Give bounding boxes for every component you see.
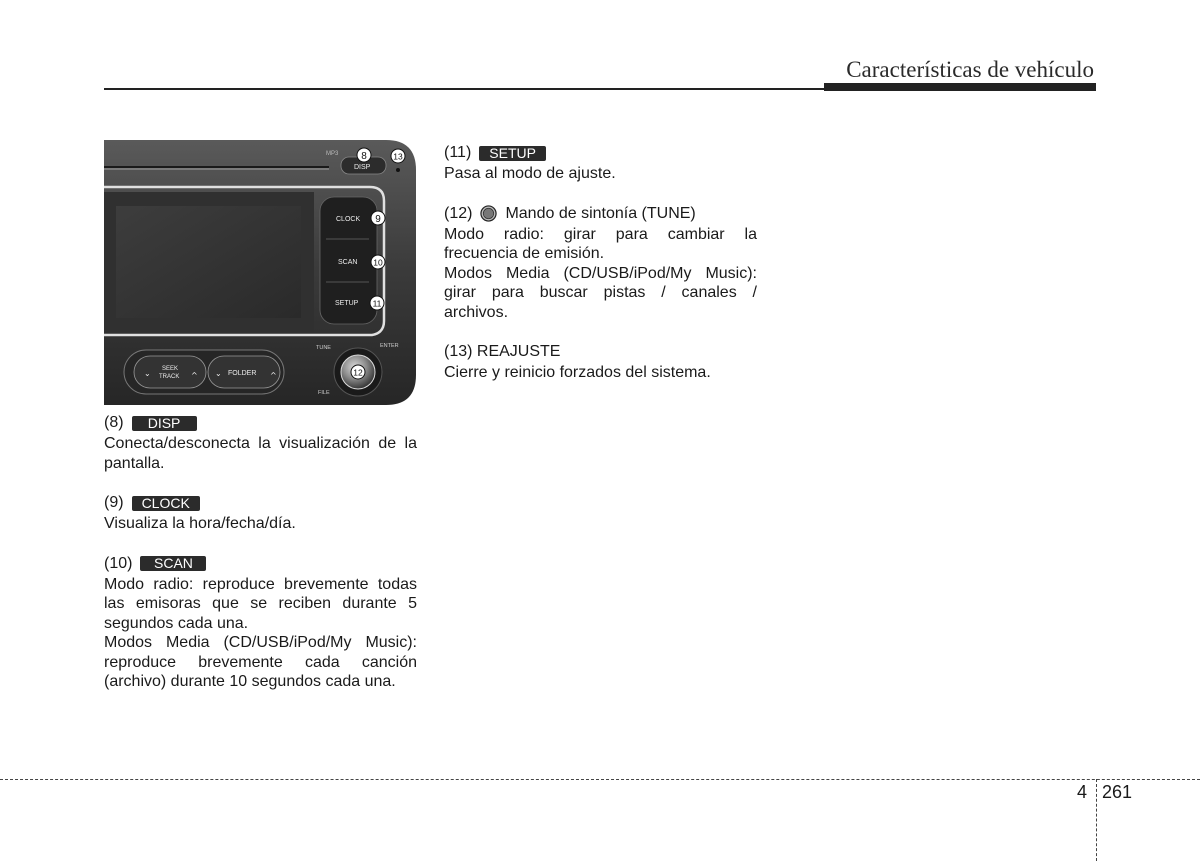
disp-button-badge: DISP [132,416,197,431]
entry-description: Modos Media (CD/USB/iPod/My Music): girar para buscar pistas / canales / archivos. [444,264,757,321]
svg-text:8: 8 [361,151,367,162]
callout-8 [357,148,371,162]
page-header-title: Características de vehículo [846,57,1094,82]
svg-text:13: 13 [393,151,403,162]
svg-text:9: 9 [375,214,381,225]
callout-13 [391,149,405,163]
enter-label: ENTER [380,343,399,349]
callout-10 [371,255,385,269]
chevron-down-icon: ⌄ [215,369,222,378]
disp-button-label: DISP [354,164,371,171]
chevron-up-icon: ^ [191,371,198,380]
footer-divider [1096,779,1097,861]
page-number: 261 [1102,782,1133,802]
entry-scan [104,554,417,692]
clock-button[interactable]: CLOCK [336,216,361,223]
chevron-up-icon: ^ [270,371,277,380]
entry-number: (10) [104,554,133,572]
entry-setup [444,143,757,184]
folder-label: FOLDER [228,370,257,377]
clock-button-badge: CLOCK [132,496,200,511]
reset-hole-icon[interactable] [396,168,400,172]
entry-description: Pasa al modo de ajuste. [444,165,616,182]
entry-reset [444,342,757,383]
entry-description: Modo radio: girar para cambiar la frecuencia de emisión. [444,225,757,262]
entry-disp [104,413,417,473]
file-label: FILE [318,390,330,396]
track-label: TRACK [159,374,180,380]
mp3-label: MP3 [326,151,339,157]
setup-button-badge: SETUP [479,146,546,161]
entry-clock [104,493,417,534]
header-rule-accent [824,83,1096,91]
tune-knob-icon [480,205,497,222]
right-column [444,143,757,403]
tune-knob-label: Mando de sintonía (TUNE) [505,204,696,222]
entry-number: (8) [104,414,124,432]
entry-description: Modos Media (CD/USB/iPod/My Music): reproduce brevemente cada canción (archivo) durante 10 segundos cada una. [104,634,417,690]
svg-text:10: 10 [373,257,383,268]
entry-number: (13) REAJUSTE [444,343,561,361]
tune-label: TUNE [316,345,331,351]
display-screen [116,206,301,318]
setup-button[interactable]: SETUP [335,300,359,307]
svg-text:11: 11 [372,298,382,309]
svg-text:12: 12 [353,367,363,378]
entry-description: Conecta/desconecta la visualización de la pantalla. [104,435,417,472]
callout-12 [351,365,365,379]
callout-11 [370,296,384,310]
footer-rule [0,779,1200,780]
callout-9 [371,211,385,225]
left-column [104,413,417,712]
entry-description: Modo radio: reproduce brevemente todas las emisoras que se reciben durante 5 segundos cada una. [104,575,417,632]
radio-unit-photo [104,140,416,405]
entry-description: Visualiza la hora/fecha/día. [104,515,296,532]
scan-button[interactable]: SCAN [338,259,358,266]
entry-number: (11) [444,144,472,162]
scan-button-badge: SCAN [140,556,206,571]
chapter-number: 4 [1077,782,1088,802]
entry-number: (9) [104,494,124,512]
entry-description: Cierre y reinicio forzados del sistema. [444,364,711,381]
header-rule [104,88,824,90]
entry-tune [444,204,757,323]
entry-number: (12) [444,204,473,222]
seek-label: SEEK [162,366,179,372]
chevron-down-icon: ⌄ [144,369,151,378]
